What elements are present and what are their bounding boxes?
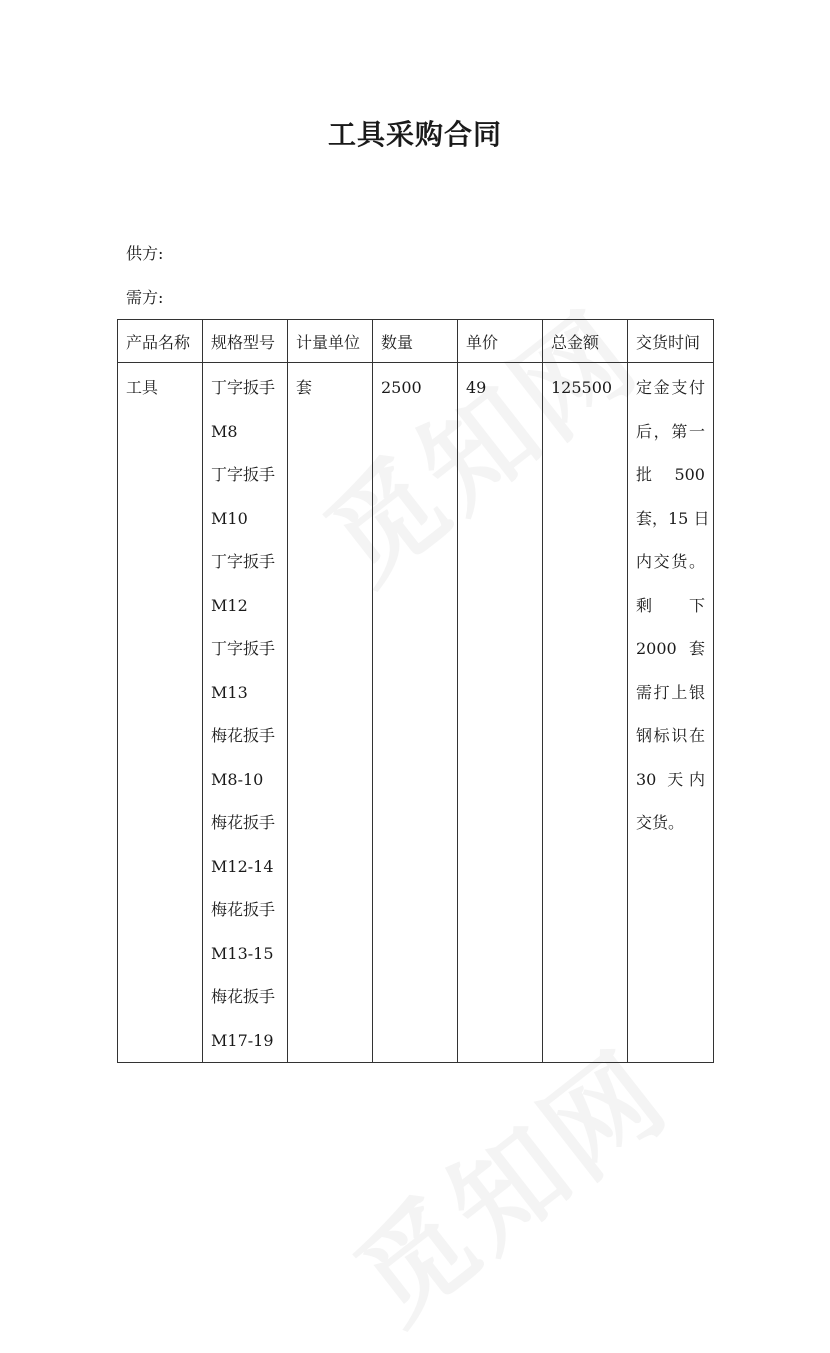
spec-line: M8-10 [211,769,264,789]
table-row [118,363,714,1063]
cell-unit-price: 49 [458,363,543,1063]
delivery-terms-line: 30 天内 [636,769,705,789]
delivery-terms-line: 交货。 [636,813,685,832]
cell-total-amount: 125500 [543,363,628,1063]
spec-line: M8 [211,421,238,441]
spec-line: 丁字扳手 [211,552,276,571]
document-title: 工具采购合同 [327,118,502,151]
delivery-terms-line: 剩 下 [636,595,705,615]
spec-line: 丁字扳手 [211,378,276,397]
delivery-terms-line: 2000 套 [636,639,705,658]
spec-line: 梅花扳手 [211,900,276,919]
header-total-amount: 总金额 [543,320,628,363]
header-spec-model: 规格型号 [203,320,288,363]
header-product-name: 产品名称 [118,320,203,363]
spec-line: M13-15 [211,943,274,963]
spec-line: M12 [211,595,248,615]
spec-line: M12-14 [211,856,274,876]
cell-product-name: 工具 [118,363,203,1063]
cell-delivery-time [628,363,714,1063]
header-unit: 计量单位 [288,320,373,363]
table-header-row [118,320,714,363]
spec-line: M17-19 [211,1030,274,1050]
delivery-terms-line: 钢标识在 [636,726,705,745]
cell-quantity: 2500 [373,363,458,1063]
spec-line: 丁字扳手 [211,639,276,658]
delivery-terms-line: 后，第一 [636,421,705,441]
delivery-terms-line: 套，15 日 [636,508,710,528]
spec-line: M13 [211,682,248,702]
supplier-label: 供方: [126,244,164,263]
spec-line: 梅花扳手 [211,813,276,832]
contract-table [117,319,714,1063]
delivery-terms-line: 批 500 [636,465,705,484]
delivery-terms-line: 内交货。 [636,552,705,571]
spec-line: M10 [211,508,248,528]
header-unit-price: 单价 [458,320,543,363]
header-quantity: 数量 [373,320,458,363]
buyer-label: 需方: [126,288,164,307]
spec-line: 梅花扳手 [211,726,276,745]
cell-spec-model [203,363,288,1063]
spec-line: 丁字扳手 [211,465,276,484]
header-delivery-time: 交货时间 [628,320,714,363]
spec-line: 梅花扳手 [211,987,276,1006]
cell-unit: 套 [288,363,373,1063]
delivery-terms-line: 定金支付 [636,378,705,397]
delivery-terms-line: 需打上银 [636,682,705,702]
